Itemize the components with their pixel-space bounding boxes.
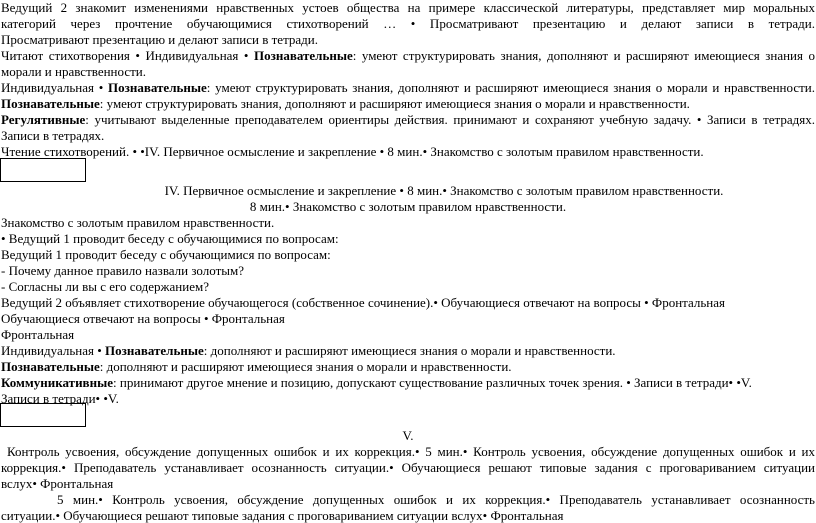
text-line: Регулятивные: учитывают выделенные преподавателем ориентиры действия. принимают и сохраняют учебную задачу. • Записи в тетрадях. xyxy=(1,112,815,127)
text-line: категорий через прочтение обучающимися стихотворений … • Просматривают презентацию и делают записи в тетради. xyxy=(1,16,815,31)
text-line: 8 мин.• Знакомство с золотым правилом нравственности. xyxy=(249,199,567,214)
section-heading: V. xyxy=(402,428,414,443)
text-line: Знакомство с золотым правилом нравственности. xyxy=(1,215,275,230)
text-line: Познавательные: дополняют и расширяют имеющиеся знания о морали и нравственности. xyxy=(1,359,512,374)
text-line: Ведущий 2 объявляет стихотворение обучающегося (собственное сочинение).• Обучающиеся отвечают на вопросы • Фронтальная xyxy=(1,295,725,310)
text-line: Записи в тетради• •V. xyxy=(1,391,119,406)
text-line: Читают стихотворения • Индивидуальная • Познавательные: умеют структурировать знания, дополняют и расширяют имеющиеся знания о xyxy=(1,48,816,63)
text-line: коррекция.• Преподаватель устанавливает осознанность ситуации.• Обучающиеся решают типовые задания с проговариванием ситуации xyxy=(1,460,815,475)
text-line: морали и нравственности. xyxy=(1,64,146,79)
text-line: Записи в тетрадях. xyxy=(1,128,105,143)
text-line: • Ведущий 1 проводит беседу с обучающимися по вопросам: xyxy=(1,231,339,246)
text-line: - Согласны ли вы с его содержанием? xyxy=(1,279,209,294)
text-line: Чтение стихотворений. • •IV. Первичное осмысление и закрепление • 8 мин.• Знакомство с золотым правилом нравственности. xyxy=(1,144,704,159)
text-line: Контроль усвоения, обсуждение допущенных ошибок и их коррекция.• 5 мин.• Контроль усвоения, обсуждение допущенных ошибок и их xyxy=(7,444,815,459)
text-line: Просматривают презентацию и делают записи в тетради. xyxy=(1,32,319,47)
text-line: Коммуникативные: принимают другое мнение и позицию, допускают существование различных точек зрения. • Записи в тетради• •V. xyxy=(1,375,752,390)
table-cell-box xyxy=(0,158,86,182)
text-line: Индивидуальная • Познавательные: дополняют и расширяют имеющиеся знания о морали и нравственности. xyxy=(1,343,616,358)
text-line: Индивидуальная • Познавательные: умеют структурировать знания, дополняют и расширяют имеющиеся знания о морали и нравственности. xyxy=(1,80,815,95)
text-line: Познавательные: умеют структурировать знания, дополняют и расширяют имеющиеся знания о морали и нравственности. xyxy=(1,96,690,111)
text-line: вслух• Фронтальная xyxy=(1,476,114,491)
text-line: Фронтальная xyxy=(1,327,75,342)
text-line: Ведущий 1 проводит беседу с обучающимися по вопросам: xyxy=(1,247,331,262)
text-line: 5 мин.• Контроль усвоения, обсуждение допущенных ошибок и их коррекция.• Преподаватель устанавливает осознанность xyxy=(57,492,815,507)
text-line: Обучающиеся отвечают на вопросы • Фронтальная xyxy=(1,311,285,326)
section-heading: IV. Первичное осмысление и закрепление • 8 мин.• Знакомство с золотым правилом нравственности. xyxy=(164,183,724,198)
text-line: ситуации.• Обучающиеся решают типовые задания с проговариванием ситуации вслух• Фронтальная xyxy=(1,508,564,523)
text-line: - Почему данное правило назвали золотым? xyxy=(1,263,244,278)
text-line: Ведущий 2 знакомит изменениями нравственных устоев общества на примере классической литературы, представляет мир моральных xyxy=(1,0,815,15)
table-cell-box xyxy=(0,403,86,427)
